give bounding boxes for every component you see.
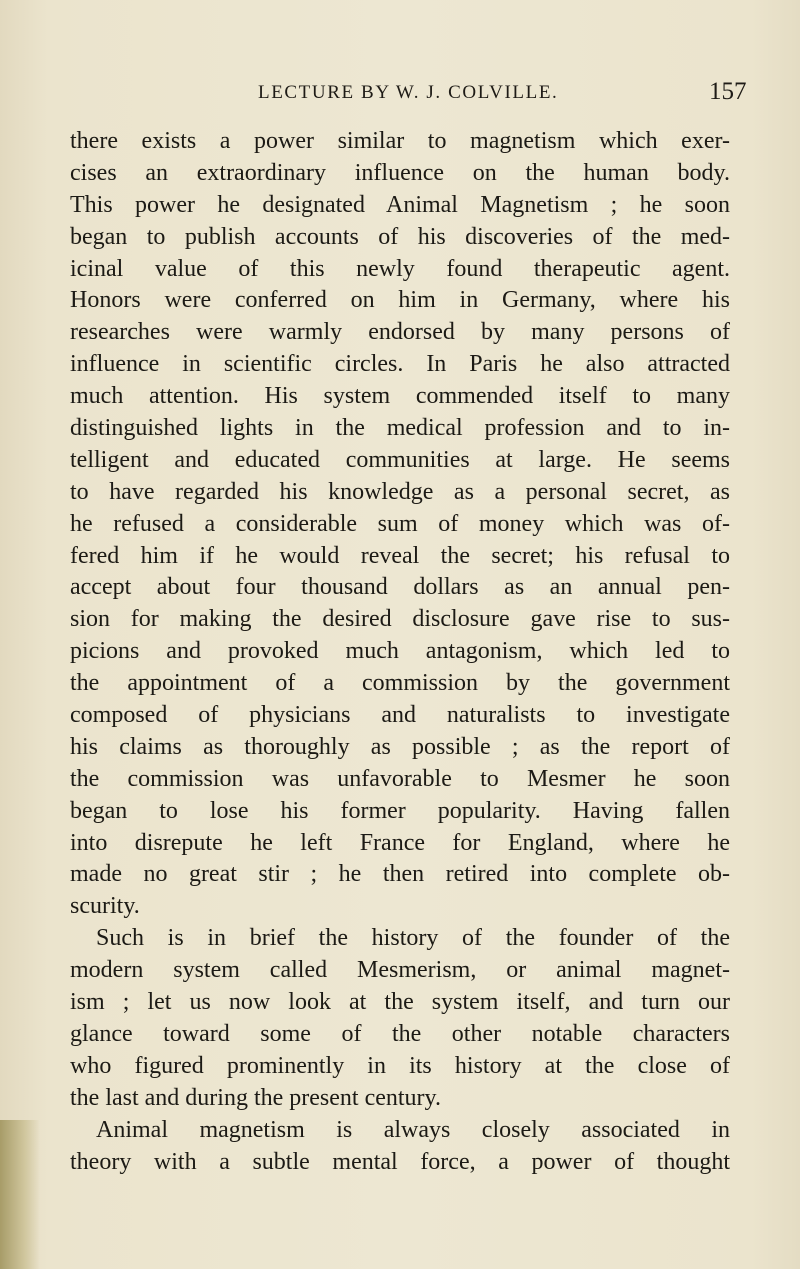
text-line: to have regarded his knowledge as a personal secret, as (70, 478, 730, 505)
text-line: began to publish accounts of his discoveries of the med- (70, 223, 730, 250)
text-line: telligent and educated communities at large. He seems (70, 446, 730, 473)
text-line: his claims as thoroughly as possible ; as the report of (70, 733, 730, 760)
text-line: Such is in brief the history of the founder of the (96, 925, 730, 952)
text-line: icinal value of this newly found therapeutic agent. (70, 255, 730, 282)
text-line: Honors were conferred on him in Germany, where his (70, 287, 730, 314)
text-line: much attention. His system commended itself to many (70, 383, 730, 410)
running-title: LECTURE BY W. J. COLVILLE. (258, 82, 559, 103)
text-line: glance toward some of the other notable characters (70, 1020, 730, 1047)
text-line: Animal magnetism is always closely associated in (96, 1116, 730, 1143)
text-line: cises an extraordinary influence on the human body. (70, 159, 730, 186)
text-line: picions and provoked much antagonism, which led to (70, 638, 730, 665)
text-line: composed of physicians and naturalists to investigate (70, 702, 730, 729)
text-line: modern system called Mesmerism, or animal magnet- (70, 957, 730, 984)
text-line: This power he designated Animal Magnetism ; he soon (70, 191, 730, 218)
text-line: the last and during the present century. (70, 1084, 441, 1111)
text-line: into disrepute he left France for England, where he (70, 829, 730, 856)
text-line: the appointment of a commission by the government (70, 670, 730, 697)
text-line: who figured prominently in its history at the close of (70, 1052, 730, 1079)
text-line: fered him if he would reveal the secret; his refusal to (70, 542, 730, 569)
body-text (70, 126, 730, 1178)
text-line: accept about four thousand dollars as an annual pen- (70, 574, 730, 601)
text-line: ism ; let us now look at the system itself, and turn our (70, 989, 730, 1016)
text-line: scurity. (70, 893, 140, 920)
text-line: he refused a considerable sum of money which was of- (70, 510, 730, 537)
running-head (0, 78, 800, 118)
text-line: there exists a power similar to magnetism which exer- (70, 128, 730, 154)
text-line: the commission was unfavorable to Mesmer he soon (70, 765, 730, 792)
text-line: made no great stir ; he then retired into complete ob- (70, 861, 730, 888)
text-line: began to lose his former popularity. Having fallen (70, 797, 730, 824)
text-line: influence in scientific circles. In Paris he also attracted (70, 351, 730, 378)
text-line: distinguished lights in the medical profession and to in- (70, 415, 730, 442)
page-number: 157 (709, 78, 747, 105)
text-line: sion for making the desired disclosure gave rise to sus- (70, 606, 730, 633)
page-edge-shadow (0, 1120, 40, 1269)
text-line: researches were warmly endorsed by many persons of (70, 319, 730, 346)
text-line: theory with a subtle mental force, a power of thought (70, 1148, 730, 1175)
